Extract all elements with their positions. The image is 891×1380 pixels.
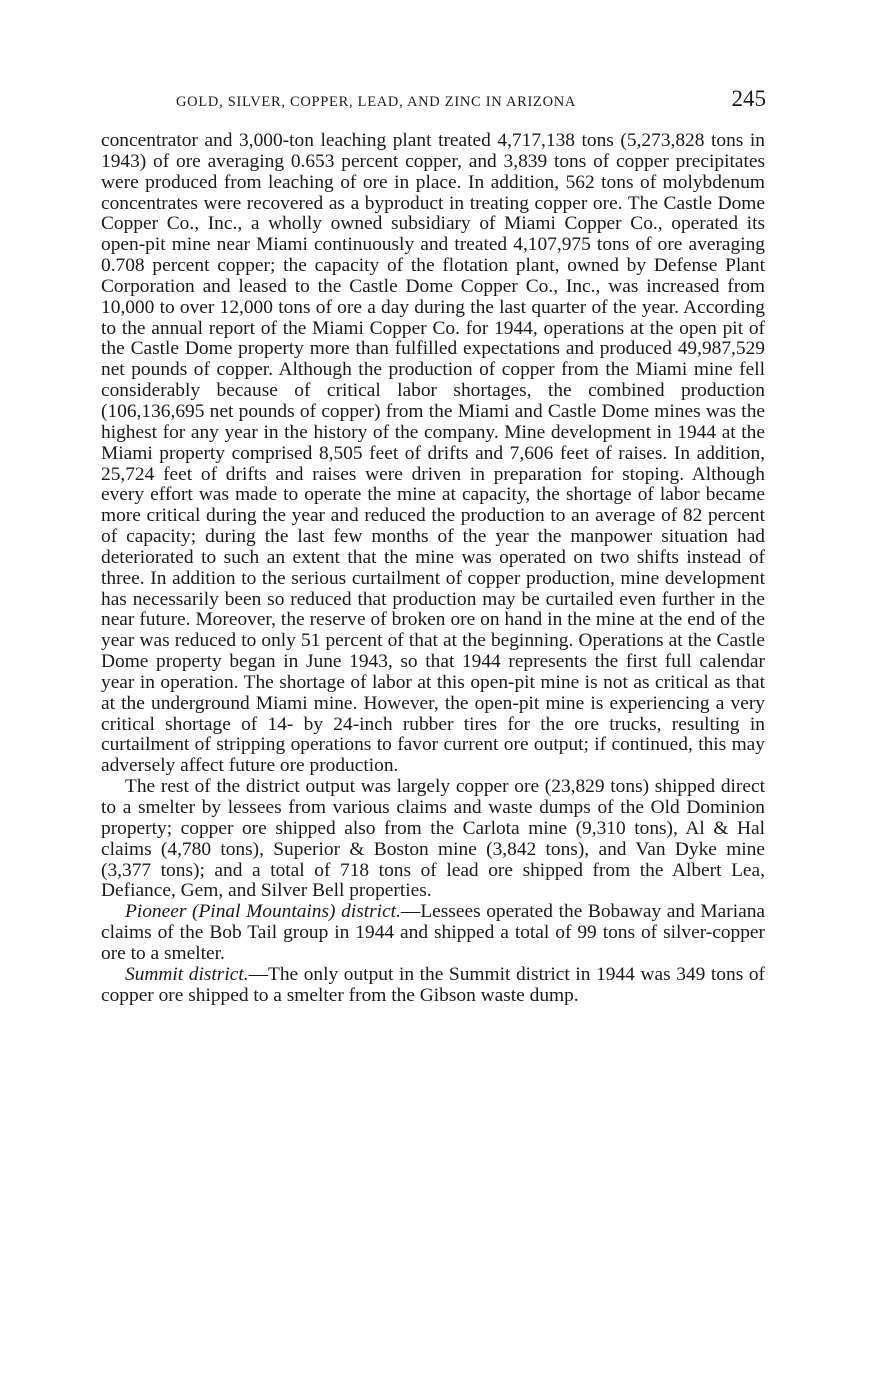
paragraph-district-output: The rest of the district output was largely copper ore (23,829 tons) shipped direct to a smelter by lessees from various claims and waste dumps of the Old Dominion property; copper ore shipped also from the Carlota mine (9,310 tons), Al & Hal claims (4,780 tons), Superior & Boston mine (3,842 tons), and Van Dyke mine (3,377 tons); and a total of 718 tons of lead ore shipped from the Albert Lea, Defiance, Gem, and Silver Bell properties. xyxy=(101,776,765,902)
paragraph-summit-text: —The only output in the Summit district in 1944 was 349 tons of copper ore shipped to a smelter from the Gibson waste dump. xyxy=(101,963,766,1006)
paragraph-miami-district: concentrator and 3,000-ton leaching plant treated 4,717,138 tons (5,273,828 tons in 1943) of ore averaging 0.653 percent copper, and 3,839 tons of copper precipitates were produced from leaching of ore in place. In addition, 562 tons of molybdenum concentrates were recovered as a byproduct in treating copper ore. The Castle Dome Copper Co., Inc., a wholly owned subsidiary of Miami Copper Co., operated its open-pit mine near Miami continuously and treated 4,107,975 tons of ore averaging 0.708 percent copper; the capacity of the flotation plant, owned by Defense Plant Corporation and leased to the Castle Dome Copper Co., Inc., was increased from 10,000 to over 12,000 tons of ore a day during the last quarter of the year. According to the annual report of the Miami Copper Co. for 1944, operations at the open pit of the Castle Dome property more than fulfilled expectations and produced 49,987,529 net pounds of copper. Although the production of copper from the Miami mine fell considerably because of critical labor shortages, the combined production (106,136,695 net pounds of copper) from the Miami and Castle Dome mines was the highest for any year in the history of the company. Mine development in 1944 at the Miami property comprised 8,505 feet of drifts and 7,606 feet of raises. In addition, 25,724 feet of drifts and raises were driven in preparation for stoping. Although every effort was made to operate the mine at capacity, the shortage of labor became more critical during the year and reduced the production to an average of 82 percent of capacity; during the last few months of the year the manpower situation had deteriorated to such an extent that the mine was operated on two shifts instead of three. In addition to the serious curtailment of copper production, mine development has necessarily been so reduced that production may be curtailed even further in the near future. Moreover, the reserve of broken ore on hand in the mine at the end of the year was reduced to only 51 percent of that at the beginning. Operations at the Castle Dome property began in June 1943, so that 1944 represents the first full calendar year in operation. The shortage of labor at this open-pit mine is not as critical as that at the underground Miami mine. However, the open-pit mine is experiencing a very critical shortage of 14- by 24-inch rubber tires for the ore trucks, resulting in curtailment of stripping operations to favor current ore output; if continued, this may adversely affect future ore production. xyxy=(101,130,765,777)
paragraph-pioneer-text: —Lessees operated the Bobaway and Mariana claims of the Bob Tail group in 1944 and shipped a total of 99 tons of silver-copper ore to a smelter. xyxy=(101,901,765,964)
district-heading-summit: Summit district. xyxy=(125,963,249,985)
paragraph-pioneer-district xyxy=(101,902,765,965)
running-head xyxy=(100,86,766,116)
page-number: 245 xyxy=(731,86,766,111)
district-heading-pioneer: Pioneer (Pinal Mountains) district. xyxy=(125,901,401,923)
paragraph-summit-district xyxy=(101,965,765,1007)
body-text xyxy=(101,131,765,1006)
running-title: GOLD, SILVER, COPPER, LEAD, AND ZINC IN ARIZONA xyxy=(176,94,577,110)
